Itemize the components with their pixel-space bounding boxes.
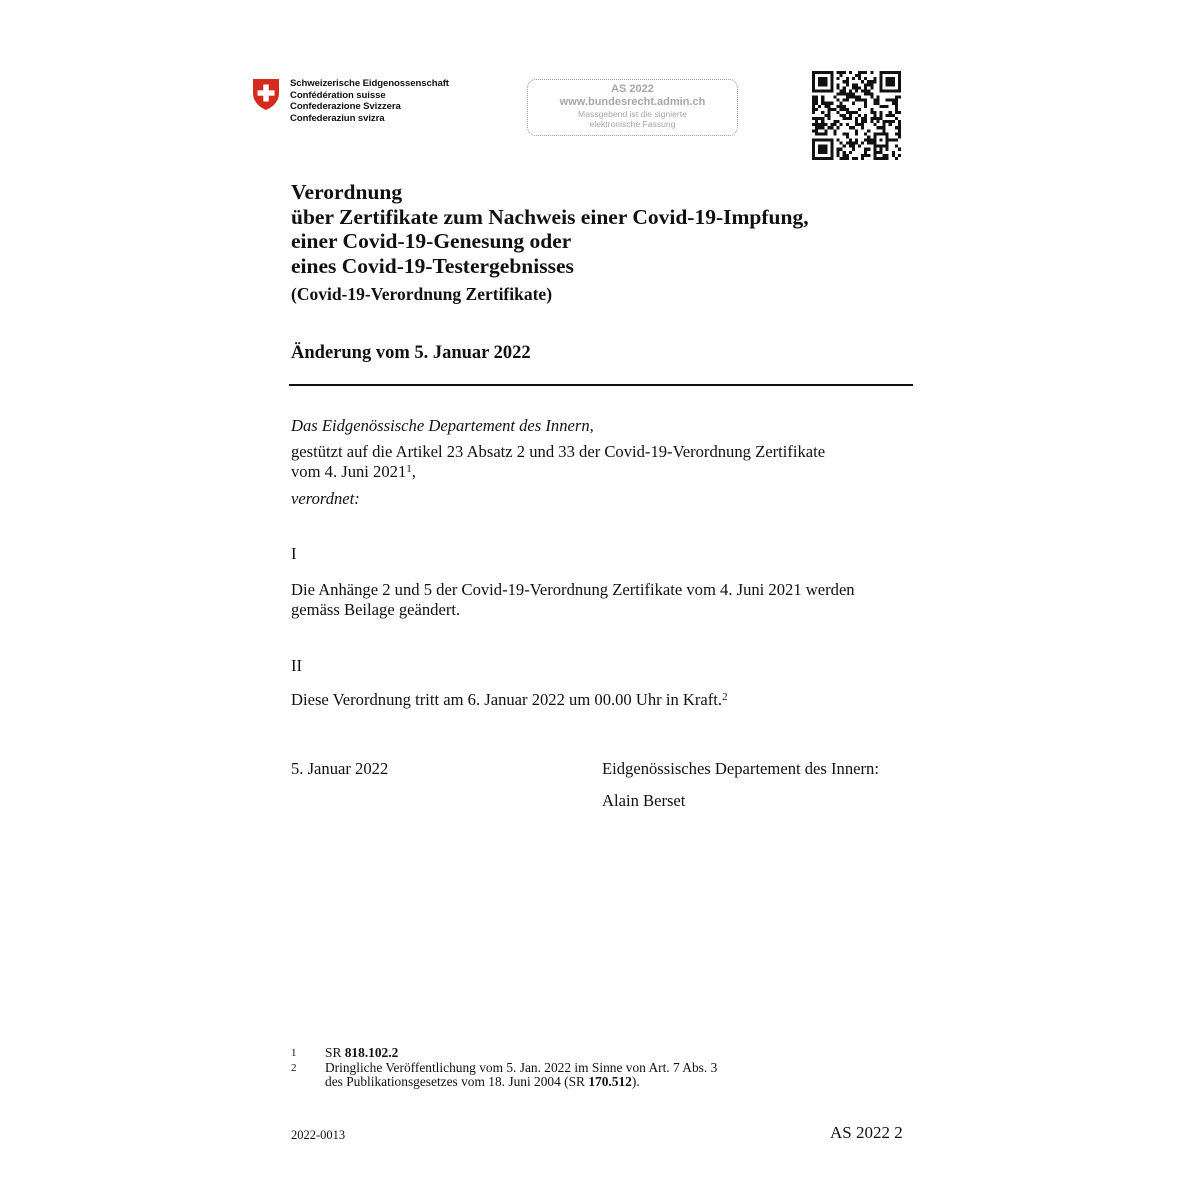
section-2-line-1: Diese Verordnung tritt am 6. Januar 2022 um 00.00 Uhr in Kraft. <box>291 690 723 709</box>
swiss-cross-icon <box>251 78 281 111</box>
footnote-text <box>325 1046 845 1061</box>
footnote-2-line-1: Dringliche Veröffentlichung vom 5. Jan. 2022 im Sinne von Art. 7 Abs. 3 <box>325 1059 718 1075</box>
stamp-url: www.bundesrecht.admin.ch <box>559 96 706 108</box>
document-id: 2022-0013 <box>291 1128 346 1142</box>
footnote-number: 2 <box>291 1061 297 1074</box>
confederation-rm: Confederaziun svizra <box>290 112 385 124</box>
stamp-note-2: elektronische Fassung <box>589 119 676 129</box>
qr-code-icon <box>812 71 901 160</box>
title-line-4: eines Covid-19-Testergebnisses <box>291 253 574 278</box>
footnote-2-line-2 <box>325 1075 845 1090</box>
legal-basis-line-2 <box>291 462 825 482</box>
legal-basis <box>291 442 825 481</box>
stamp-as-year: AS 2022 <box>611 83 654 95</box>
signatory-name: Alain Berset <box>602 791 686 810</box>
footnotes <box>291 1046 845 1090</box>
section-2-text <box>291 690 728 710</box>
footnote-sr-number: 818.102.2 <box>344 1045 399 1060</box>
amendment-date: Änderung vom 5. Januar 2022 <box>291 343 531 363</box>
footnote-2 <box>291 1061 845 1090</box>
title-divider <box>289 384 913 386</box>
signature-department: Eidgenössisches Departement des Innern: <box>602 759 879 778</box>
title-line-1: Verordnung <box>291 180 403 204</box>
footnote-prefix: SR <box>325 1045 345 1060</box>
document-title <box>291 180 809 278</box>
section-numeral-1: I <box>291 544 297 563</box>
short-title: (Covid-19-Verordnung Zertifikate) <box>291 284 553 304</box>
footnote-1 <box>291 1046 845 1061</box>
section-1-text <box>291 580 855 619</box>
section-numeral-2: II <box>291 656 303 675</box>
footnote-sr-number: 170.512 <box>588 1074 632 1089</box>
footnote-2-suffix: ). <box>631 1074 640 1089</box>
footnote-text <box>325 1061 845 1090</box>
legal-basis-end: , <box>411 461 416 481</box>
stamp-note-1: Massgebend ist die signierte <box>578 109 687 119</box>
legal-basis-line-1: gestützt auf die Artikel 23 Absatz 2 und 33 der Covid-19-Verordnung Zertifikate <box>291 442 826 461</box>
title-line-3: einer Covid-19-Genesung oder <box>291 229 572 253</box>
confederation-names <box>290 78 449 124</box>
official-compilation-reference: AS 2022 2 <box>830 1123 903 1142</box>
issuing-authority: Das Eidgenössische Departement des Innern, <box>291 416 594 435</box>
title-line-2: über Zertifikate zum Nachweis einer Covid-19-Impfung, <box>291 204 809 229</box>
confederation-it: Confederazione Svizzera <box>290 101 401 113</box>
section-1-line-2: gemäss Beilage geändert. <box>291 599 461 619</box>
footnote-ref-2[interactable]: 2 <box>722 691 728 703</box>
confederation-fr: Confédération suisse <box>290 89 386 101</box>
footnote-number: 1 <box>291 1047 297 1059</box>
signature-date: 5. Januar 2022 <box>291 759 389 778</box>
section-1-line-1: Die Anhänge 2 und 5 der Covid-19-Verordnung Zertifikate vom 4. Juni 2021 werden <box>291 580 855 599</box>
footnote-2-prefix: des Publikationsgesetzes vom 18. Juni 2004 (SR <box>325 1074 589 1089</box>
authenticity-stamp <box>527 79 738 136</box>
footnote-ref-1[interactable]: 1 <box>406 462 412 475</box>
decrees: verordnet: <box>291 489 360 508</box>
legal-basis-date: vom 4. Juni 2021 <box>291 461 407 481</box>
confederation-de: Schweizerische Eidgenossenschaft <box>290 78 449 89</box>
